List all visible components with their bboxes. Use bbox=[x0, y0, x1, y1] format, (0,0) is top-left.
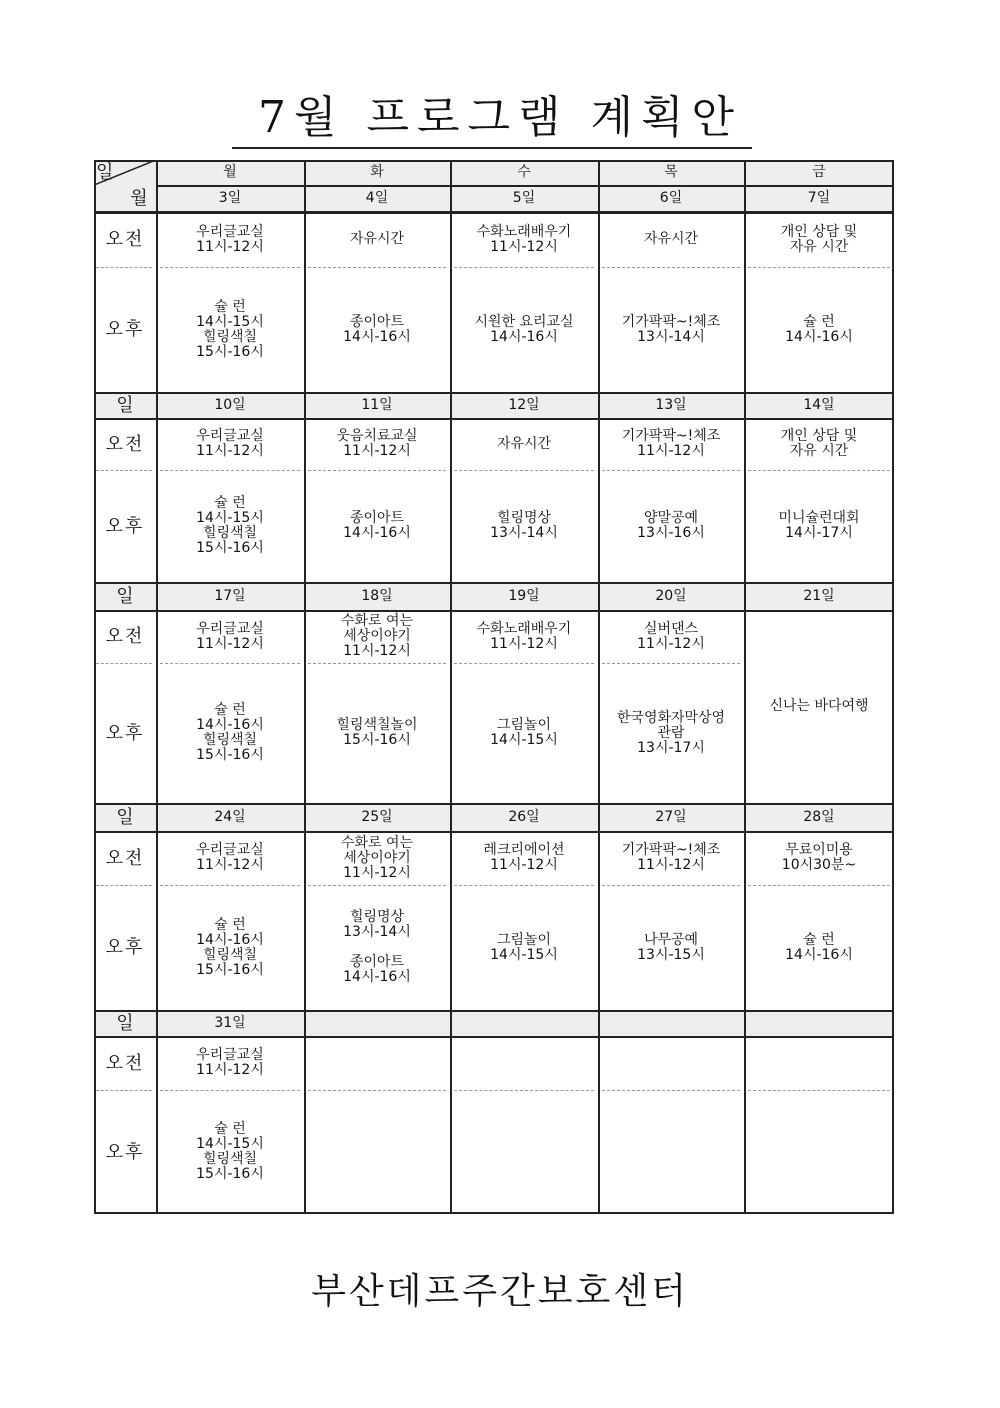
date-cell-text: 31일 bbox=[214, 1014, 246, 1031]
program-line: 슐 런 bbox=[214, 495, 246, 511]
week-label bbox=[94, 582, 156, 610]
am-pm-separator bbox=[160, 885, 300, 886]
program-cell-am bbox=[450, 212, 598, 267]
program-line: 우리글교실 bbox=[196, 842, 264, 858]
pm-label-text: 오후 bbox=[105, 515, 145, 537]
week-divider bbox=[94, 392, 894, 394]
program-line: 세상이야기 bbox=[343, 628, 411, 644]
am-pm-separator bbox=[160, 470, 300, 471]
weekday-header bbox=[304, 160, 450, 185]
date-cell bbox=[598, 185, 744, 212]
program-cell-am bbox=[450, 418, 598, 470]
pm-label-text: 오후 bbox=[105, 937, 145, 958]
date-cell-text: 21일 bbox=[803, 587, 835, 604]
program-line: 개인 상담 및 bbox=[780, 223, 858, 240]
program-cell-pm bbox=[156, 885, 304, 1010]
am-pm-separator bbox=[748, 1090, 890, 1091]
am-pm-separator bbox=[748, 470, 890, 471]
program-cell-am bbox=[598, 418, 744, 470]
program-line: 11시-12시 bbox=[637, 443, 705, 459]
program-line: 세상이야기 bbox=[343, 849, 411, 866]
program-line: 11시-12시 bbox=[490, 857, 558, 873]
date-cell-text: 5일 bbox=[512, 190, 536, 206]
program-line: 11시-12시 bbox=[637, 635, 705, 652]
program-line: 11시-12시 bbox=[637, 857, 705, 873]
date-cell bbox=[304, 392, 450, 418]
am-pm-separator bbox=[96, 470, 152, 471]
column-divider bbox=[94, 160, 96, 1214]
program-line: 기가팍팍~!체조 bbox=[621, 428, 721, 444]
program-cell-am bbox=[744, 212, 894, 267]
program-cell-am bbox=[304, 610, 450, 663]
program-cell-pm bbox=[304, 470, 450, 582]
program-line: 수화로 여는 bbox=[340, 834, 414, 851]
program-cell-am bbox=[304, 831, 450, 885]
program-line: 10시30분~ bbox=[781, 857, 857, 873]
program-cell-pm bbox=[450, 885, 598, 1010]
date-cell-text: 10일 bbox=[214, 396, 246, 413]
program-cell-pm bbox=[304, 267, 450, 392]
program-line: 무료이미용 bbox=[785, 842, 853, 858]
program-cell-pm bbox=[304, 885, 450, 1010]
program-line: 14시-16시 bbox=[785, 946, 853, 963]
program-line: 자유 시간 bbox=[789, 238, 849, 255]
date-cell bbox=[598, 392, 744, 418]
program-line: 신나는 바다여행 bbox=[769, 698, 869, 714]
column-divider bbox=[156, 160, 158, 1214]
am-pm-separator bbox=[160, 1090, 300, 1091]
pm-label bbox=[94, 267, 156, 392]
program-line: 슐 런 bbox=[214, 298, 246, 315]
program-line: 힐링색칠놀이 bbox=[336, 717, 418, 733]
schedule-table bbox=[94, 160, 894, 1214]
program-line: 관람 bbox=[657, 724, 685, 741]
week-label-text: 일 bbox=[116, 585, 134, 607]
date-cell-text: 27일 bbox=[655, 808, 687, 825]
table-border-top bbox=[94, 160, 894, 162]
program-line: 힐링색칠 bbox=[202, 732, 258, 748]
weekday-header bbox=[598, 160, 744, 185]
program-line: 14시-16시 bbox=[343, 969, 411, 985]
column-divider bbox=[892, 160, 894, 1214]
program-line: 14시-17시 bbox=[785, 525, 853, 541]
program-line: 15시-16시 bbox=[196, 1166, 264, 1182]
date-cell bbox=[156, 1010, 304, 1036]
am-pm-separator bbox=[454, 470, 594, 471]
program-line: 14시-15시 bbox=[196, 1136, 264, 1152]
program-line: 시원한 요리교실 bbox=[474, 313, 574, 330]
pm-label bbox=[94, 470, 156, 582]
program-line: 13시-14시 bbox=[637, 328, 705, 345]
program-cell-am bbox=[156, 418, 304, 470]
program-cell-merged bbox=[744, 610, 894, 803]
date-cell-text: 7일 bbox=[807, 190, 831, 206]
date-row-rule bbox=[94, 212, 894, 214]
am-label-text: 오전 bbox=[105, 847, 145, 869]
pm-label bbox=[94, 885, 156, 1010]
program-cell-pm bbox=[450, 663, 598, 803]
program-cell-pm bbox=[744, 267, 894, 392]
am-label bbox=[94, 610, 156, 663]
program-line: 힐링명상 bbox=[349, 909, 405, 925]
program-line: 13시-14시 bbox=[343, 924, 411, 940]
date-cell-text: 11일 bbox=[361, 396, 393, 413]
program-line: 13시-15시 bbox=[637, 946, 705, 963]
program-line: 힐링명상 bbox=[496, 510, 552, 526]
program-line: 13시-14시 bbox=[490, 525, 558, 541]
corner-label-day-text: 일 bbox=[96, 161, 114, 183]
program-line: 슐 런 bbox=[803, 931, 835, 948]
program-cell-am bbox=[156, 212, 304, 267]
weekday-header bbox=[156, 160, 304, 185]
program-line: 13시-17시 bbox=[637, 739, 705, 756]
program-cell-am bbox=[156, 1036, 304, 1090]
date-cell-text: 26일 bbox=[508, 808, 540, 825]
date-row-rule bbox=[94, 418, 894, 420]
program-line: 양말공예 bbox=[643, 510, 699, 526]
program-line: 자유 시간 bbox=[789, 443, 849, 459]
program-line: 힐링색칠 bbox=[202, 946, 258, 963]
am-pm-separator bbox=[602, 885, 740, 886]
pm-label-text: 오후 bbox=[105, 319, 145, 340]
date-cell bbox=[598, 803, 744, 831]
pm-label bbox=[94, 1090, 156, 1214]
program-cell-am bbox=[156, 831, 304, 885]
program-line: 우리글교실 bbox=[196, 428, 264, 444]
am-pm-separator bbox=[160, 663, 300, 664]
program-cell-pm bbox=[598, 470, 744, 582]
date-cell-text: 28일 bbox=[803, 808, 835, 825]
date-cell-text: 24일 bbox=[214, 808, 246, 825]
am-pm-separator bbox=[454, 267, 594, 268]
week-divider bbox=[94, 803, 894, 805]
program-line: 종이아트 bbox=[349, 954, 405, 970]
program-line: 미니슐런대회 bbox=[778, 510, 860, 526]
corner-label-day bbox=[96, 160, 124, 184]
date-cell bbox=[450, 582, 598, 610]
week-label bbox=[94, 803, 156, 831]
column-divider bbox=[744, 160, 746, 1214]
program-line: 자유시간 bbox=[643, 231, 699, 247]
date-cell-text: 4일 bbox=[365, 190, 389, 206]
program-line: 14시-16시 bbox=[343, 525, 411, 541]
program-cell-am bbox=[450, 610, 598, 663]
am-label bbox=[94, 418, 156, 470]
program-line: 13시-16시 bbox=[637, 525, 705, 541]
date-cell-text: 25일 bbox=[361, 808, 393, 825]
date-cell bbox=[598, 1010, 744, 1036]
program-line: 기가팍팍~!체조 bbox=[621, 842, 721, 858]
organization-name: 부산데프주간보호센터 bbox=[311, 1271, 689, 1312]
am-pm-separator bbox=[308, 470, 446, 471]
table-border-bottom bbox=[94, 1212, 894, 1214]
pm-label-text: 오후 bbox=[105, 1141, 145, 1163]
am-pm-separator bbox=[160, 267, 300, 268]
program-line: 11시-12시 bbox=[196, 857, 264, 873]
page-title: 7월 프로그램 계획안 bbox=[258, 92, 742, 143]
weekday-header-text: 수 bbox=[517, 164, 531, 180]
program-cell-pm bbox=[156, 267, 304, 392]
program-line: 자유시간 bbox=[496, 435, 552, 452]
corner-label-weekday-text: 월 bbox=[130, 188, 148, 209]
program-cell-pm bbox=[598, 885, 744, 1010]
program-line: 15시-16시 bbox=[343, 732, 411, 748]
am-pm-separator bbox=[96, 1090, 152, 1091]
am-pm-separator bbox=[308, 885, 446, 886]
week-label-text: 일 bbox=[116, 394, 134, 416]
program-line: 슐 런 bbox=[214, 916, 246, 933]
date-cell-text: 20일 bbox=[655, 587, 687, 604]
date-row-rule bbox=[94, 831, 894, 833]
am-pm-separator bbox=[748, 267, 890, 268]
am-pm-separator bbox=[308, 267, 446, 268]
am-label-text: 오전 bbox=[105, 229, 145, 250]
program-cell-pm bbox=[598, 267, 744, 392]
am-pm-separator bbox=[308, 1090, 446, 1091]
program-line: 레크리에이션 bbox=[483, 842, 565, 858]
am-pm-separator bbox=[96, 663, 152, 664]
program-line: 웃음치료교실 bbox=[336, 428, 418, 444]
am-pm-separator bbox=[602, 470, 740, 471]
program-cell-pm bbox=[156, 470, 304, 582]
week-label-text: 일 bbox=[116, 1012, 134, 1034]
date-row-rule bbox=[94, 1036, 894, 1038]
program-line: 우리글교실 bbox=[196, 620, 264, 637]
title-underline bbox=[232, 147, 752, 149]
program-line: 14시-15시 bbox=[490, 732, 558, 748]
program-line: 기가팍팍~!체조 bbox=[621, 313, 721, 330]
date-cell bbox=[304, 185, 450, 212]
week-divider bbox=[94, 582, 894, 584]
week-label bbox=[94, 392, 156, 418]
week-label bbox=[94, 1010, 156, 1036]
program-line: 11시-12시 bbox=[343, 443, 411, 459]
date-cell bbox=[156, 803, 304, 831]
program-cell-am bbox=[304, 212, 450, 267]
program-line: 힐링색칠 bbox=[202, 525, 258, 541]
date-cell bbox=[450, 185, 598, 212]
program-line: 15시-16시 bbox=[196, 961, 264, 978]
program-cell-am bbox=[156, 610, 304, 663]
am-label-text: 오전 bbox=[105, 626, 145, 647]
date-cell-text: 3일 bbox=[218, 190, 242, 206]
pm-label-text: 오후 bbox=[105, 722, 145, 744]
program-line: 11시-12시 bbox=[196, 1062, 264, 1078]
program-cell-am bbox=[598, 212, 744, 267]
date-cell bbox=[304, 1010, 450, 1036]
date-cell-text: 13일 bbox=[655, 396, 687, 413]
date-cell bbox=[156, 582, 304, 610]
am-pm-separator bbox=[748, 885, 890, 886]
date-cell bbox=[744, 803, 894, 831]
program-cell-pm bbox=[598, 663, 744, 803]
date-cell bbox=[744, 185, 894, 212]
program-line: 슐 런 bbox=[214, 1121, 246, 1137]
program-line: 14시-15시 bbox=[196, 510, 264, 526]
am-pm-separator bbox=[602, 663, 740, 664]
date-cell-text: 19일 bbox=[508, 587, 540, 604]
am-pm-separator bbox=[454, 663, 594, 664]
weekday-header-text: 월 bbox=[223, 164, 237, 180]
program-line: 실버댄스 bbox=[643, 620, 699, 637]
date-cell bbox=[304, 803, 450, 831]
date-cell bbox=[744, 582, 894, 610]
am-pm-separator bbox=[602, 267, 740, 268]
date-cell-text: 6일 bbox=[659, 190, 683, 206]
date-cell-text: 17일 bbox=[214, 587, 246, 604]
program-line: 수화로 여는 bbox=[340, 613, 414, 629]
am-pm-separator bbox=[454, 1090, 594, 1091]
program-cell-pm bbox=[304, 663, 450, 803]
program-line: 슐 런 bbox=[803, 313, 835, 330]
program-line: 11시-12시 bbox=[196, 238, 264, 255]
program-line: 11시-12시 bbox=[490, 238, 558, 255]
program-cell-pm bbox=[450, 470, 598, 582]
weekday-header-text: 화 bbox=[370, 164, 384, 180]
program-line: 15시-16시 bbox=[196, 343, 264, 360]
week-label-text: 일 bbox=[116, 806, 134, 828]
program-line: 자유시간 bbox=[349, 231, 405, 247]
pm-label bbox=[94, 663, 156, 803]
program-line: 그림놀이 bbox=[496, 717, 552, 733]
date-cell bbox=[450, 1010, 598, 1036]
weekday-header bbox=[450, 160, 598, 185]
program-line: 힐링색칠 bbox=[202, 328, 258, 345]
am-label-text: 오전 bbox=[105, 433, 145, 455]
program-line: 14시-15시 bbox=[490, 946, 558, 963]
am-pm-separator bbox=[96, 267, 152, 268]
date-cell bbox=[304, 582, 450, 610]
column-divider bbox=[598, 160, 600, 1214]
program-cell-am bbox=[598, 831, 744, 885]
program-line: 우리글교실 bbox=[196, 223, 264, 240]
weekday-header-text: 금 bbox=[812, 164, 826, 180]
date-cell bbox=[156, 185, 304, 212]
program-line: 11시-12시 bbox=[196, 443, 264, 459]
program-line: 슐 런 bbox=[214, 702, 246, 718]
program-line: 14시-15시 bbox=[196, 313, 264, 330]
date-cell-text: 14일 bbox=[803, 396, 835, 413]
date-cell bbox=[450, 392, 598, 418]
program-cell-am bbox=[598, 610, 744, 663]
program-line: 14시-16시 bbox=[343, 328, 411, 345]
date-cell bbox=[156, 392, 304, 418]
program-line: 종이아트 bbox=[349, 313, 405, 330]
column-divider bbox=[304, 160, 306, 1214]
program-line: 11시-12시 bbox=[343, 643, 411, 659]
date-cell bbox=[450, 803, 598, 831]
program-cell-am bbox=[744, 418, 894, 470]
am-pm-separator bbox=[96, 885, 152, 886]
date-cell-text: 12일 bbox=[508, 396, 540, 413]
am-pm-separator bbox=[602, 1090, 740, 1091]
program-cell-pm bbox=[744, 470, 894, 582]
program-line: 종이아트 bbox=[349, 510, 405, 526]
program-cell-pm bbox=[156, 663, 304, 803]
program-line: 14시-16시 bbox=[490, 328, 558, 345]
program-line: 개인 상담 및 bbox=[780, 428, 858, 444]
program-line: 수화노래배우기 bbox=[476, 223, 572, 240]
program-line: 15시-16시 bbox=[196, 540, 264, 556]
column-divider bbox=[450, 160, 452, 1214]
program-line: 11시-12시 bbox=[196, 635, 264, 652]
date-cell bbox=[744, 392, 894, 418]
program-line: 우리글교실 bbox=[196, 1047, 264, 1063]
program-line: 14시-16시 bbox=[196, 931, 264, 948]
program-line: 14시-16시 bbox=[785, 328, 853, 345]
date-cell-text: 18일 bbox=[361, 587, 393, 604]
program-line: 그림놀이 bbox=[496, 931, 552, 948]
am-label-text: 오전 bbox=[105, 1052, 145, 1074]
program-line: 15시-16시 bbox=[196, 747, 264, 763]
am-label bbox=[94, 1036, 156, 1090]
program-cell-am bbox=[304, 418, 450, 470]
weekday-header-text: 목 bbox=[664, 164, 678, 180]
date-cell bbox=[598, 582, 744, 610]
program-line: 11시-12시 bbox=[490, 635, 558, 652]
program-line: 11시-12시 bbox=[343, 864, 411, 881]
program-line: 14시-16시 bbox=[196, 717, 264, 733]
corner-label-weekday bbox=[122, 185, 156, 212]
weekday-divider bbox=[156, 185, 894, 187]
program-line: 수화노래배우기 bbox=[476, 620, 572, 637]
date-row-rule bbox=[94, 610, 894, 612]
weekday-header bbox=[744, 160, 894, 185]
program-line: 한국영화자막상영 bbox=[616, 709, 726, 726]
am-pm-separator bbox=[454, 885, 594, 886]
date-cell bbox=[744, 1010, 894, 1036]
program-cell-am bbox=[450, 831, 598, 885]
am-label bbox=[94, 831, 156, 885]
am-pm-separator bbox=[308, 663, 446, 664]
program-cell-pm bbox=[450, 267, 598, 392]
program-cell-pm bbox=[156, 1090, 304, 1214]
program-cell-am bbox=[744, 831, 894, 885]
program-cell-pm bbox=[744, 885, 894, 1010]
week-divider bbox=[94, 1010, 894, 1012]
program-line: 힐링색칠 bbox=[202, 1151, 258, 1167]
am-label bbox=[94, 212, 156, 267]
program-line: 나무공예 bbox=[643, 931, 699, 948]
